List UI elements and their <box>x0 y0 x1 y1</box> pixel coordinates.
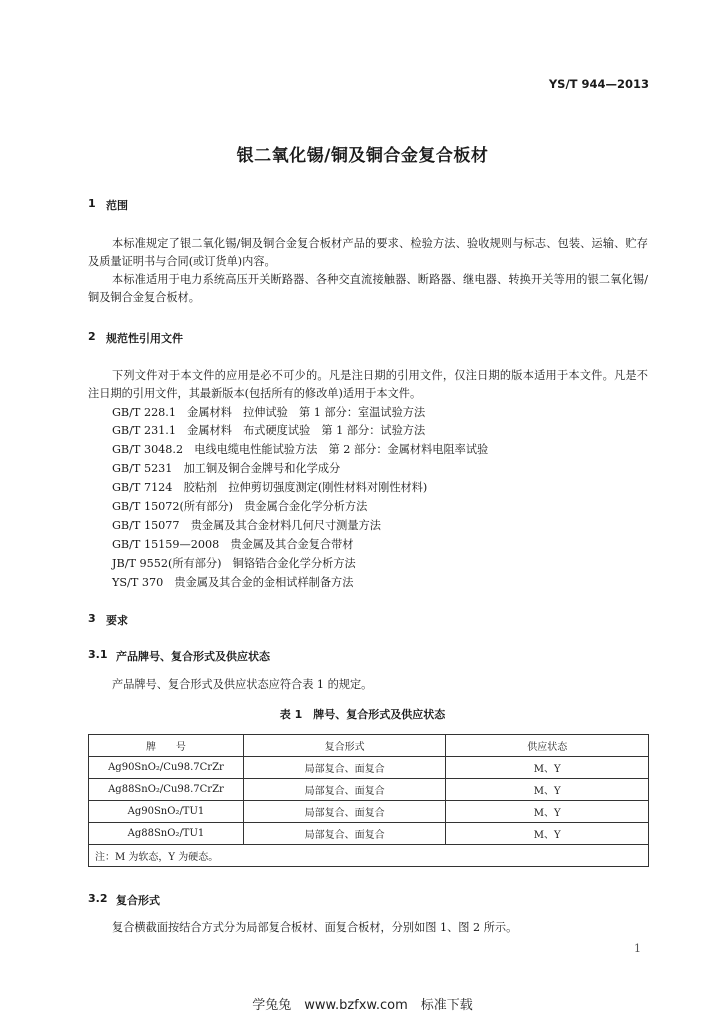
reference-item: GB/T 15077 贵金属及其合金材料几何尺寸测量方法 <box>112 519 381 532</box>
document-title: 银二氧化锡/铜及铜合金复合板材 <box>236 146 489 166</box>
table-header-row <box>89 735 649 757</box>
reference-item: GB/T 7124 胶粘剂 拉伸剪切强度测定(刚性材料对刚性材料) <box>112 481 428 494</box>
section-3-1-number: 3.1 <box>88 648 108 661</box>
section-1-para-2: 本标准适用于电力系统高压开关断路器、各种交直流接触器、断路器、继电器、转换开关等用的银二氧化锡/铜及铜合金复合板材。 <box>88 273 648 304</box>
table-cell: 局部复合、面复合 <box>243 757 446 779</box>
section-3-1-text: 产品牌号、复合形式及供应状态应符合表 1 的规定。 <box>112 678 373 691</box>
section-3-number: 3 <box>88 612 96 625</box>
page-number: 1 <box>634 942 641 955</box>
section-3-1-heading: 产品牌号、复合形式及供应状态 <box>116 650 270 663</box>
table-row <box>89 801 649 823</box>
reference-item: GB/T 5231 加工铜及铜合金牌号和化学成分 <box>112 462 341 475</box>
reference-item: GB/T 15072(所有部分) 贵金属合金化学分析方法 <box>112 500 368 513</box>
table-cell: Ag88SnO₂/TU1 <box>89 823 244 845</box>
table-row <box>89 823 649 845</box>
section-2-number: 2 <box>88 330 96 343</box>
table-cell: M、Y <box>446 801 649 823</box>
section-3-2-number: 3.2 <box>88 892 108 905</box>
section-1-number: 1 <box>88 197 96 210</box>
section-3-heading: 要求 <box>106 614 128 627</box>
section-2-para-1: 下列文件对于本文件的应用是必不可少的。凡是注日期的引用文件，仅注日期的版本适用于本文件。凡是不注日期的引用文件，其最新版本(包括所有的修改单)适用于本文件。 <box>88 369 648 400</box>
table-cell: Ag90SnO₂/Cu98.7CrZr <box>89 757 244 779</box>
watermark-footer: 学兔兔 www.bzfxw.com 标准下载 <box>252 998 473 1013</box>
table-row <box>89 779 649 801</box>
table-note: 注：M 为软态，Y 为硬态。 <box>89 845 649 867</box>
table-cell: 局部复合、面复合 <box>243 801 446 823</box>
reference-item: YS/T 370 贵金属及其合金的金相试样制备方法 <box>112 576 354 589</box>
section-3-2-heading: 复合形式 <box>116 894 160 907</box>
reference-item: GB/T 231.1 金属材料 布式硬度试验 第 1 部分：试验方法 <box>112 424 426 437</box>
reference-item: JB/T 9552(所有部分) 铜铬锆合金化学分析方法 <box>112 557 356 570</box>
table-cell: 局部复合、面复合 <box>243 779 446 801</box>
table-cell: Ag90SnO₂/TU1 <box>89 801 244 823</box>
grade-table <box>88 734 649 867</box>
section-1-para-1: 本标准规定了银二氧化锡/铜及铜合金复合板材产品的要求、检验方法、验收规则与标志、包装、运输、贮存及质量证明书与合同(或订货单)内容。 <box>88 237 648 268</box>
reference-item: GB/T 15159—2008 贵金属及其合金复合带材 <box>112 538 354 551</box>
table-cell: M、Y <box>446 779 649 801</box>
table-header-cell: 牌 号 <box>89 735 244 757</box>
table-cell: M、Y <box>446 757 649 779</box>
table-cell: M、Y <box>446 823 649 845</box>
section-1-heading: 范围 <box>106 199 128 212</box>
table-header-cell: 供应状态 <box>446 735 649 757</box>
reference-item: GB/T 228.1 金属材料 拉伸试验 第 1 部分：室温试验方法 <box>112 406 426 419</box>
section-2-heading: 规范性引用文件 <box>106 332 183 345</box>
table-row <box>89 757 649 779</box>
reference-item: GB/T 3048.2 电线电缆电性能试验方法 第 2 部分：金属材料电阻率试验 <box>112 443 489 456</box>
table-cell: Ag88SnO₂/Cu98.7CrZr <box>89 779 244 801</box>
table-note-row <box>89 845 649 867</box>
table-caption: 表 1 牌号、复合形式及供应状态 <box>279 708 446 721</box>
table-header-cell: 复合形式 <box>243 735 446 757</box>
standard-code: YS/T 944—2013 <box>548 77 649 91</box>
section-3-2-text: 复合横截面按结合方式分为局部复合板材、面复合板材，分别如图 1、图 2 所示。 <box>112 921 518 934</box>
table-cell: 局部复合、面复合 <box>243 823 446 845</box>
